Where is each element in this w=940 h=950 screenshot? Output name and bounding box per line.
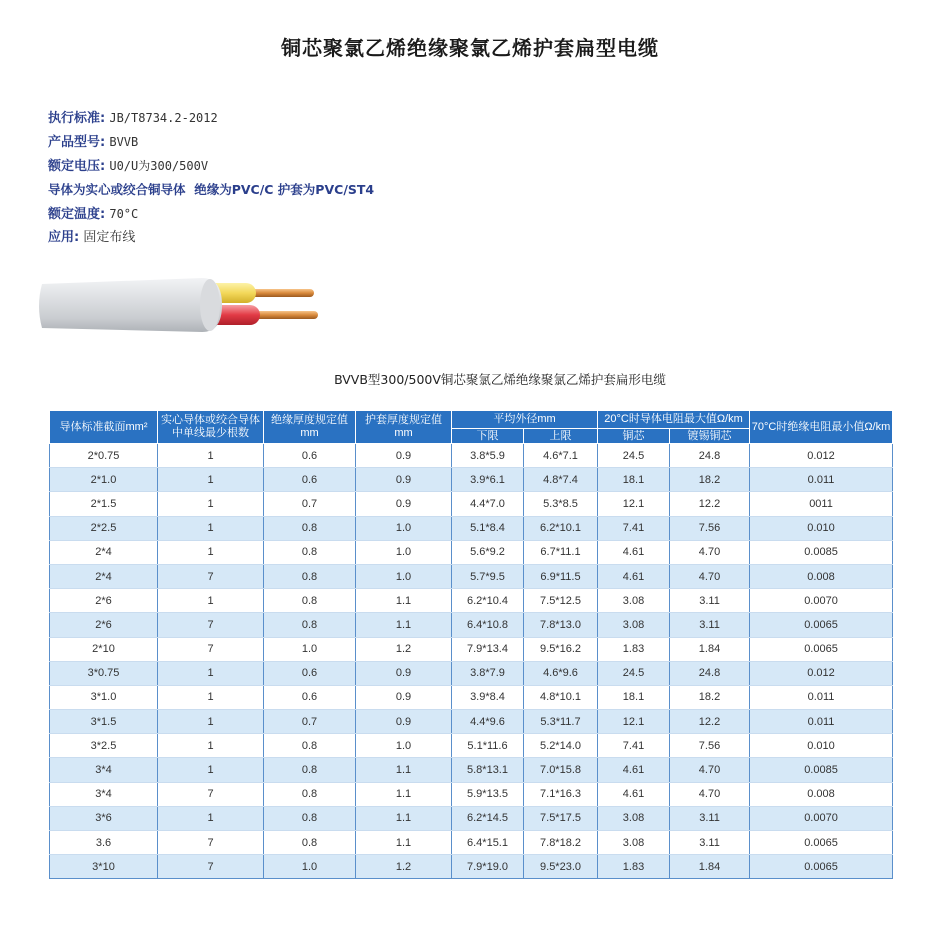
cell-resistance-tinned: 24.8 — [670, 444, 750, 468]
cell-resistance-tinned: 12.2 — [670, 492, 750, 516]
cell-diameter-lower: 7.9*13.4 — [452, 637, 524, 661]
cell-sheath-thickness: 0.9 — [356, 492, 452, 516]
cell-diameter-upper: 7.5*12.5 — [524, 589, 598, 613]
cell-sheath-thickness: 1.0 — [356, 516, 452, 540]
cell-diameter-lower: 6.2*10.4 — [452, 589, 524, 613]
table-row — [50, 468, 893, 492]
cell-insulation-resistance: 0.0085 — [750, 540, 893, 564]
table-row — [50, 685, 893, 709]
outer-sheath — [39, 278, 222, 332]
spec-voltage-label: 额定电压: — [48, 159, 106, 174]
cell-resistance-tinned: 1.84 — [670, 637, 750, 661]
table-row — [50, 516, 893, 540]
cable-illustration — [36, 272, 336, 342]
cell-resistance-tinned: 18.2 — [670, 468, 750, 492]
cell-insulation-thickness: 1.0 — [264, 637, 356, 661]
cell-cross-section: 3*2.5 — [50, 734, 158, 758]
cell-min-wires: 7 — [158, 637, 264, 661]
spec-application — [48, 226, 374, 250]
cell-diameter-lower: 5.1*8.4 — [452, 516, 524, 540]
cell-cross-section: 2*6 — [50, 613, 158, 637]
spec-conductor — [48, 178, 374, 202]
cell-diameter-upper: 7.5*17.5 — [524, 806, 598, 830]
cell-resistance-tinned: 7.56 — [670, 516, 750, 540]
cell-diameter-lower: 3.8*7.9 — [452, 661, 524, 685]
cell-insulation-resistance: 0.008 — [750, 782, 893, 806]
cell-diameter-lower: 5.9*13.5 — [452, 782, 524, 806]
cell-diameter-upper: 6.7*11.1 — [524, 540, 598, 564]
cell-diameter-lower: 5.6*9.2 — [452, 540, 524, 564]
cell-diameter-upper: 7.1*16.3 — [524, 782, 598, 806]
cell-min-wires: 1 — [158, 444, 264, 468]
table-row — [50, 855, 893, 879]
cell-resistance-copper: 7.41 — [598, 516, 670, 540]
spec-table — [49, 410, 893, 879]
cell-insulation-thickness: 0.8 — [264, 734, 356, 758]
cell-min-wires: 1 — [158, 806, 264, 830]
header-sheath-thickness: 护套厚度规定值mm — [356, 411, 452, 444]
cell-sheath-thickness: 0.9 — [356, 710, 452, 734]
cell-sheath-thickness: 1.1 — [356, 613, 452, 637]
cell-min-wires: 1 — [158, 468, 264, 492]
table-row — [50, 734, 893, 758]
cell-diameter-lower: 3.8*5.9 — [452, 444, 524, 468]
cell-resistance-tinned: 3.11 — [670, 589, 750, 613]
table-row — [50, 589, 893, 613]
cell-resistance-tinned: 12.2 — [670, 710, 750, 734]
spec-temperature — [48, 202, 374, 226]
spec-application-label: 应用: — [48, 230, 80, 245]
cell-min-wires: 7 — [158, 564, 264, 588]
cell-sheath-thickness: 1.1 — [356, 806, 452, 830]
cell-cross-section: 2*0.75 — [50, 444, 158, 468]
cell-resistance-tinned: 4.70 — [670, 782, 750, 806]
cell-diameter-lower: 7.9*19.0 — [452, 855, 524, 879]
spec-conductor-note: 导体为实心或绞合铜导体 绝缘为PVC/C 护套为PVC/ST4 — [48, 182, 375, 197]
cell-sheath-thickness: 1.1 — [356, 782, 452, 806]
cell-resistance-tinned: 4.70 — [670, 564, 750, 588]
cell-min-wires: 1 — [158, 492, 264, 516]
cell-cross-section: 2*10 — [50, 637, 158, 661]
cell-insulation-resistance: 0.0070 — [750, 806, 893, 830]
table-row — [50, 637, 893, 661]
cell-resistance-tinned: 1.84 — [670, 855, 750, 879]
spec-temp-label: 额定温度: — [48, 207, 106, 222]
cell-diameter-upper: 4.6*7.1 — [524, 444, 598, 468]
cell-diameter-upper: 5.3*11.7 — [524, 710, 598, 734]
cell-diameter-upper: 5.2*14.0 — [524, 734, 598, 758]
cell-insulation-thickness: 0.8 — [264, 758, 356, 782]
table-row — [50, 758, 893, 782]
cell-cross-section: 2*6 — [50, 589, 158, 613]
header-cross-section: 导体标准截面mm² — [50, 411, 158, 444]
cell-insulation-resistance: 0.0070 — [750, 589, 893, 613]
cell-cross-section: 2*4 — [50, 564, 158, 588]
cell-insulation-thickness: 0.7 — [264, 710, 356, 734]
cell-insulation-resistance: 0.008 — [750, 564, 893, 588]
cell-sheath-thickness: 1.0 — [356, 540, 452, 564]
cell-diameter-lower: 4.4*7.0 — [452, 492, 524, 516]
cell-min-wires: 1 — [158, 516, 264, 540]
cell-insulation-thickness: 0.8 — [264, 564, 356, 588]
cell-resistance-copper: 3.08 — [598, 613, 670, 637]
cell-sheath-thickness: 1.1 — [356, 831, 452, 855]
cell-insulation-thickness: 0.8 — [264, 613, 356, 637]
cell-diameter-upper: 4.8*7.4 — [524, 468, 598, 492]
spec-standard-value: JB/T8734.2-2012 — [109, 111, 218, 125]
cell-diameter-upper: 9.5*16.2 — [524, 637, 598, 661]
table-body — [50, 444, 893, 879]
page-title: 铜芯聚氯乙烯绝缘聚氯乙烯护套扁型电缆 — [281, 36, 659, 60]
header-tinned-copper: 镀锡铜芯 — [670, 429, 750, 444]
cell-insulation-thickness: 0.6 — [264, 444, 356, 468]
cell-insulation-thickness: 0.8 — [264, 540, 356, 564]
cell-insulation-resistance: 0.011 — [750, 685, 893, 709]
table-row — [50, 613, 893, 637]
cell-sheath-thickness: 0.9 — [356, 661, 452, 685]
header-copper-core: 铜芯 — [598, 429, 670, 444]
header-lower-limit: 下限 — [452, 429, 524, 444]
cell-insulation-thickness: 0.6 — [264, 685, 356, 709]
cell-resistance-copper: 18.1 — [598, 468, 670, 492]
cell-min-wires: 7 — [158, 855, 264, 879]
cell-min-wires: 7 — [158, 782, 264, 806]
cell-min-wires: 1 — [158, 661, 264, 685]
cell-diameter-lower: 5.1*11.6 — [452, 734, 524, 758]
table-row — [50, 661, 893, 685]
table-row — [50, 492, 893, 516]
cell-diameter-upper: 5.3*8.5 — [524, 492, 598, 516]
cell-min-wires: 1 — [158, 710, 264, 734]
cell-diameter-lower: 3.9*8.4 — [452, 685, 524, 709]
cell-insulation-resistance: 0011 — [750, 492, 893, 516]
table-row — [50, 444, 893, 468]
cell-insulation-resistance: 0.012 — [750, 444, 893, 468]
cell-resistance-copper: 24.5 — [598, 661, 670, 685]
table-title: BVVB型300/500V铜芯聚氯乙烯绝缘聚氯乙烯护套扁形电缆 — [334, 372, 666, 387]
cell-sheath-thickness: 1.2 — [356, 637, 452, 661]
cell-insulation-thickness: 0.8 — [264, 782, 356, 806]
spec-standard-label: 执行标准: — [48, 111, 106, 126]
cell-resistance-copper: 1.83 — [598, 855, 670, 879]
cell-insulation-thickness: 0.6 — [264, 468, 356, 492]
table-row — [50, 831, 893, 855]
cell-diameter-upper: 6.2*10.1 — [524, 516, 598, 540]
cell-cross-section: 2*1.0 — [50, 468, 158, 492]
cell-resistance-copper: 4.61 — [598, 540, 670, 564]
cell-resistance-tinned: 3.11 — [670, 613, 750, 637]
cell-diameter-upper: 4.8*10.1 — [524, 685, 598, 709]
cell-resistance-tinned: 7.56 — [670, 734, 750, 758]
cell-resistance-copper: 18.1 — [598, 685, 670, 709]
table-row — [50, 540, 893, 564]
cell-insulation-resistance: 0.011 — [750, 710, 893, 734]
header-conductor-resistance: 20°C时导体电阻最大值Ω/km — [598, 411, 750, 429]
cell-diameter-lower: 6.2*14.5 — [452, 806, 524, 830]
cell-insulation-resistance: 0.010 — [750, 516, 893, 540]
cell-sheath-thickness: 0.9 — [356, 685, 452, 709]
cell-min-wires: 1 — [158, 540, 264, 564]
cell-diameter-upper: 7.8*18.2 — [524, 831, 598, 855]
cell-resistance-copper: 12.1 — [598, 710, 670, 734]
cell-min-wires: 1 — [158, 589, 264, 613]
spec-application-value: 固定布线 — [83, 230, 136, 245]
cell-resistance-tinned: 18.2 — [670, 685, 750, 709]
cell-diameter-upper: 9.5*23.0 — [524, 855, 598, 879]
cell-insulation-resistance: 0.0065 — [750, 637, 893, 661]
cell-cross-section: 3*4 — [50, 782, 158, 806]
cell-resistance-tinned: 4.70 — [670, 540, 750, 564]
cell-sheath-thickness: 1.0 — [356, 564, 452, 588]
cell-resistance-tinned: 4.70 — [670, 758, 750, 782]
cell-resistance-tinned: 24.8 — [670, 661, 750, 685]
cell-cross-section: 2*2.5 — [50, 516, 158, 540]
spec-model-label: 产品型号: — [48, 135, 106, 150]
cell-insulation-thickness: 0.8 — [264, 516, 356, 540]
header-insulation-resistance: 70°C时绝缘电阻最小值Ω/km — [750, 411, 893, 444]
cell-min-wires: 1 — [158, 685, 264, 709]
cell-resistance-tinned: 3.11 — [670, 831, 750, 855]
cell-insulation-resistance: 0.0065 — [750, 831, 893, 855]
cell-diameter-lower: 4.4*9.6 — [452, 710, 524, 734]
cell-cross-section: 3*1.0 — [50, 685, 158, 709]
cell-insulation-thickness: 0.8 — [264, 589, 356, 613]
cell-diameter-lower: 5.7*9.5 — [452, 564, 524, 588]
cell-resistance-copper: 3.08 — [598, 806, 670, 830]
table-row — [50, 806, 893, 830]
cell-insulation-thickness: 0.6 — [264, 661, 356, 685]
spec-temp-value: 70°C — [109, 207, 139, 221]
cell-resistance-copper: 1.83 — [598, 637, 670, 661]
cell-sheath-thickness: 1.1 — [356, 758, 452, 782]
cell-insulation-resistance: 0.0065 — [750, 855, 893, 879]
header-upper-limit: 上限 — [524, 429, 598, 444]
cell-insulation-thickness: 0.7 — [264, 492, 356, 516]
cell-diameter-lower: 3.9*6.1 — [452, 468, 524, 492]
cell-min-wires: 7 — [158, 613, 264, 637]
cell-min-wires: 1 — [158, 758, 264, 782]
cell-sheath-thickness: 1.2 — [356, 855, 452, 879]
cell-resistance-copper: 3.08 — [598, 831, 670, 855]
cell-cross-section: 3.6 — [50, 831, 158, 855]
cell-diameter-upper: 7.0*15.8 — [524, 758, 598, 782]
spec-voltage-value: U0/U为300/500V — [109, 159, 209, 173]
cell-resistance-copper: 12.1 — [598, 492, 670, 516]
header-average-diameter: 平均外径mm — [452, 411, 598, 429]
table-row — [50, 782, 893, 806]
cell-resistance-copper: 3.08 — [598, 589, 670, 613]
cell-diameter-lower: 5.8*13.1 — [452, 758, 524, 782]
cell-resistance-copper: 4.61 — [598, 782, 670, 806]
cell-insulation-resistance: 0.010 — [750, 734, 893, 758]
cell-cross-section: 3*6 — [50, 806, 158, 830]
cell-cross-section: 2*4 — [50, 540, 158, 564]
spec-voltage — [48, 154, 374, 178]
cell-diameter-lower: 6.4*15.1 — [452, 831, 524, 855]
cell-sheath-thickness: 0.9 — [356, 444, 452, 468]
cell-insulation-thickness: 0.8 — [264, 831, 356, 855]
spec-standard — [48, 106, 374, 130]
cell-insulation-resistance: 0.012 — [750, 661, 893, 685]
cell-resistance-copper: 24.5 — [598, 444, 670, 468]
header-min-wires: 实心导体或绞合导体中单线最少根数 — [158, 411, 264, 444]
cell-diameter-upper: 6.9*11.5 — [524, 564, 598, 588]
cell-resistance-copper: 4.61 — [598, 758, 670, 782]
cell-insulation-resistance: 0.0085 — [750, 758, 893, 782]
spec-list — [48, 106, 374, 250]
spec-model — [48, 130, 374, 154]
cell-sheath-thickness: 1.0 — [356, 734, 452, 758]
cell-insulation-resistance: 0.011 — [750, 468, 893, 492]
cell-sheath-thickness: 0.9 — [356, 468, 452, 492]
cell-cross-section: 3*4 — [50, 758, 158, 782]
cell-diameter-upper: 4.6*9.6 — [524, 661, 598, 685]
header-insulation-thickness: 绝缘厚度规定值mm — [264, 411, 356, 444]
cell-diameter-lower: 6.4*10.8 — [452, 613, 524, 637]
table-row — [50, 564, 893, 588]
cell-resistance-tinned: 3.11 — [670, 806, 750, 830]
cell-sheath-thickness: 1.1 — [356, 589, 452, 613]
table-row — [50, 710, 893, 734]
cell-insulation-resistance: 0.0065 — [750, 613, 893, 637]
cell-cross-section: 2*1.5 — [50, 492, 158, 516]
cell-insulation-thickness: 0.8 — [264, 806, 356, 830]
spec-model-value: BVVB — [109, 135, 139, 149]
cell-resistance-copper: 7.41 — [598, 734, 670, 758]
cell-cross-section: 3*10 — [50, 855, 158, 879]
cell-min-wires: 1 — [158, 734, 264, 758]
cell-min-wires: 7 — [158, 831, 264, 855]
cell-cross-section: 3*0.75 — [50, 661, 158, 685]
cell-cross-section: 3*1.5 — [50, 710, 158, 734]
cell-diameter-upper: 7.8*13.0 — [524, 613, 598, 637]
cell-insulation-thickness: 1.0 — [264, 855, 356, 879]
cell-resistance-copper: 4.61 — [598, 564, 670, 588]
